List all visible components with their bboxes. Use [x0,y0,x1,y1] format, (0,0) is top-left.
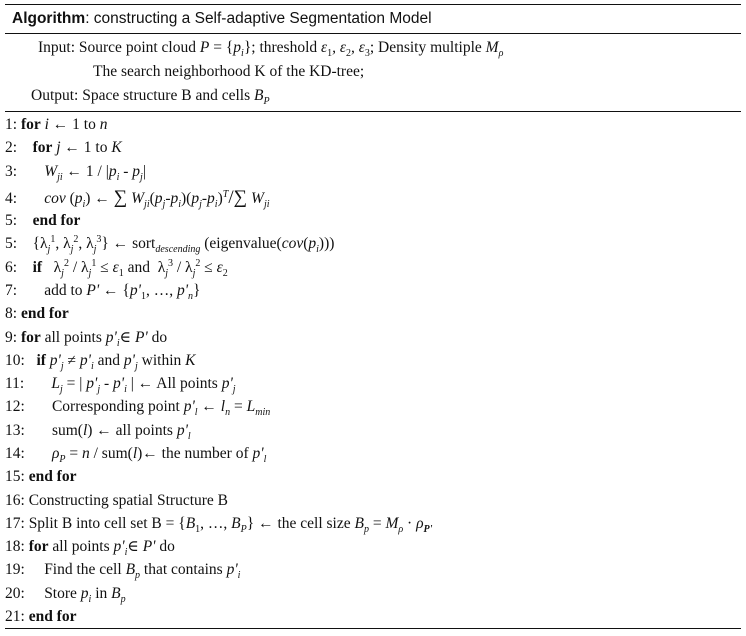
line-number: 17: [5,515,25,532]
line-number: 13: [5,422,25,439]
body-rule [5,111,741,112]
line-number: 12: [5,398,25,415]
descending-text: descending [155,244,201,256]
bottom-rule [5,628,741,629]
line-number: 20: [5,585,25,602]
algo-line-14: 14: $\rho_P = n$ / sum(l)← the number of $p'_l$ [5,445,267,466]
line-number: 21: [5,608,25,625]
algo-line-6: 6: if $\lambda_j^2 / \lambda_j^1 \le \varepsilon_1$ and $\lambda_j^3 / \lambda_j^2 \le \varepsilon_2$ [5,257,228,280]
keyword: for [20,116,41,133]
all-points-text: all points [44,329,106,346]
line-number: 8: [5,305,18,322]
corresponding-point-text: Corresponding point [51,398,184,415]
algo-line-2: 2: for j ← 1 to K [5,139,122,156]
add-to-text: add to [44,282,87,299]
algo-line-8 [5,304,69,324]
keyword: if [32,259,43,276]
algorithm-box [5,4,741,629]
line-number: 7: [5,282,18,299]
keyword: for [28,538,49,555]
keyword: for [32,139,53,156]
header-rule [5,33,741,34]
constructing-text: Constructing spatial Structure B [28,492,229,509]
do-text: do [159,538,175,555]
algorithm-title [12,10,432,28]
line-number: 5: [5,212,18,229]
algo-line-11: 11: $L_j$ = | $p'_j - p'_i$ | ← All points $p'_j$ [5,375,236,396]
input-line-1: Input: Source point cloud $P = \{p_i\}$; threshold $\varepsilon_1$, $\varepsilon_2$, $\varepsilon_3$; Density multiple $M_\rho$ [38,39,504,60]
to-text: to [91,139,112,156]
algorithm-label: Algorithm [12,10,86,27]
algo-line-20: 20: Store $p_i$ in $B_p$ [5,585,126,606]
line-number: 6: [5,259,18,276]
algo-line-19: 19: Find the cell $B_p$ that contains $p'_i$ [5,561,241,582]
all-points-text: all points [52,538,114,555]
within-text: within [137,352,186,369]
find-cell-text: Find the cell [44,561,126,578]
in-text: in [91,585,112,602]
algo-line-7: 7: add to P' ← {$p'_1$, …, $p'_n$} [5,282,201,303]
line-number: 15: [5,468,25,485]
line-number: 9: [5,329,18,346]
contains-text: that contains [140,561,227,578]
line-number: 1: [5,116,18,133]
algo-line-21 [5,607,76,627]
density-label: ; Density multiple [369,39,486,56]
neighborhood-text: The search neighborhood K of the KD-tree; [93,63,365,80]
keyword: end for [32,212,81,229]
line-number: 10: [5,352,25,369]
line-number: 4: [5,190,18,207]
input-label: Input: Source point cloud [38,39,200,56]
algo-line-13: 13: sum(l) ← all points $p'_l$ [5,422,191,443]
number-of-text: ← the number of [142,445,253,462]
keyword: end for [28,468,77,485]
algo-line-5-eigen: 5: {$\lambda_j^1$, $\lambda_j^2$, $\lambda_j^3$} ← sort$_{descending}$ $(eigenvalue(cov(p_i)))$ [5,233,335,256]
keyword: end for [20,305,69,322]
algo-line-17: 17: Split B into cell set $B = \{B_1$, …, $B_P$} ← the cell size $B_p = M_\rho \cdot \rho_{P'}$ [5,515,433,536]
algo-line-12: 12: Corresponding point $p'_l$ ← $l_n = L_{min}$ [5,398,271,419]
line-number: 16: [5,492,25,509]
algo-line-5-end-for [5,211,80,231]
eigenvalue-text: (eigenvalue( [200,235,282,252]
algo-line-4: 4: cov $(p_i)$ ← ∑ $W_{ji}(p_j-p_i)(p_j-p_i)^T/\sum$ $W_{ji}$ [5,187,270,211]
top-rule [5,4,741,5]
line-number: 19: [5,561,25,578]
sum-text: ← all points [92,422,177,439]
algorithm-title-text: : constructing a Self-adaptive Segmentation Model [85,10,432,27]
and-text: and [93,352,124,369]
threshold-label: ; threshold [251,39,322,56]
output-line: Output: Space structure B and cells $B_P$ [31,87,270,108]
algo-line-10: 10: if $p'_j \ne p'_i$ and $p'_j$ within K [5,352,196,373]
line-number: 5: [5,235,18,252]
output-label: Output: Space structure B and cells [31,87,254,104]
input-line-2 [93,62,364,82]
line-number: 2: [5,139,18,156]
algo-line-1: 1: for i ← 1 to n [5,116,108,133]
sort-text: ← sort [108,235,156,252]
do-text: do [151,329,168,346]
and-text: and [123,259,154,276]
line-number: 14: [5,445,25,462]
algo-line-16 [5,491,228,511]
keyword: end for [28,608,77,625]
cell-size-text: ← the cell size [254,515,355,532]
line-number: 11: [5,375,25,392]
keyword: if [36,352,46,369]
line-number: 18: [5,538,25,555]
keyword: for [20,329,41,346]
to-text: to [79,116,100,133]
all-points-text: All points [156,375,222,392]
store-text: Store [44,585,81,602]
line-number: 3: [5,163,18,180]
split-text: Split B into cell set [28,515,152,532]
algo-line-3: 3: $W_{ji}$ ← $1 / |p_i - p_j|$ [5,163,146,184]
algo-line-18: 18: for all points $p'_i\in$ P' do [5,538,175,559]
algo-line-15 [5,467,76,487]
algo-line-9: 9: for all points $p'_i\in$ P' do [5,329,168,350]
